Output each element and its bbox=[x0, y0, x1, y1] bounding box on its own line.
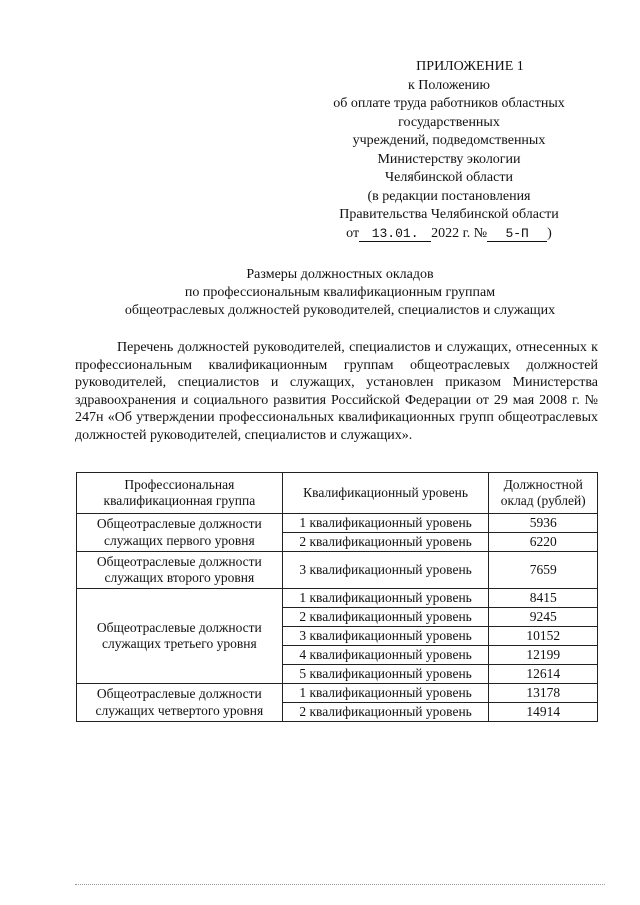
appendix-line: учреждений, подведомственных bbox=[352, 133, 546, 148]
salary-cell: 9245 bbox=[489, 608, 598, 627]
group-cell: Общеотраслевые должности служащих первого уровня bbox=[77, 514, 283, 552]
salary-cell: 6220 bbox=[489, 533, 598, 552]
level-cell: 2 квалификационный уровень bbox=[282, 703, 489, 722]
appendix-line: об оплате труда работников областных bbox=[333, 96, 565, 111]
appendix-line: Министерству экологии bbox=[377, 151, 521, 167]
table-row bbox=[77, 589, 598, 608]
date-prefix: от bbox=[346, 225, 360, 241]
appendix-block bbox=[300, 58, 598, 243]
title-line: по профессиональным квалификационным группам bbox=[184, 285, 496, 300]
level-cell: 1 квалификационный уровень bbox=[282, 684, 489, 703]
level-cell: 2 квалификационный уровень bbox=[282, 608, 489, 627]
table-header-row bbox=[77, 473, 598, 514]
resolution-number: 5-П bbox=[487, 227, 547, 242]
salary-cell: 8415 bbox=[489, 589, 598, 608]
header-group: Профессиональная квалификационная группа bbox=[77, 473, 283, 514]
appendix-heading: ПРИЛОЖЕНИЕ 1 bbox=[416, 59, 524, 74]
page-edge-divider bbox=[75, 884, 605, 885]
appendix-line: государственных bbox=[398, 114, 500, 130]
salary-cell: 10152 bbox=[489, 627, 598, 646]
table-row bbox=[77, 514, 598, 533]
level-cell: 4 квалификационный уровень bbox=[282, 646, 489, 665]
appendix-line: Челябинской области bbox=[385, 170, 513, 185]
level-cell: 1 квалификационный уровень bbox=[282, 514, 489, 533]
group-cell: Общеотраслевые должности служащих второго уровня bbox=[77, 552, 283, 589]
date-suffix: 2022 г. № bbox=[431, 225, 488, 241]
resolution-date: 13.01. bbox=[359, 227, 431, 242]
group-cell: Общеотраслевые должности служащих третьего уровня bbox=[77, 589, 283, 684]
group-cell: Общеотраслевые должности служащих четвертого уровня bbox=[77, 684, 283, 722]
table-row bbox=[77, 684, 598, 703]
title-line: Размеры должностных окладов bbox=[246, 267, 434, 282]
title-line: общеотраслевых должностей руководителей, специалистов и служащих bbox=[124, 303, 556, 318]
level-cell: 5 квалификационный уровень bbox=[282, 665, 489, 684]
level-cell: 3 квалификационный уровень bbox=[282, 552, 489, 589]
closing-paren: ) bbox=[547, 225, 552, 241]
salary-cell: 14914 bbox=[489, 703, 598, 722]
level-cell: 1 квалификационный уровень bbox=[282, 589, 489, 608]
appendix-line: Правительства Челябинской области bbox=[339, 207, 559, 222]
salary-cell: 12199 bbox=[489, 646, 598, 665]
document-title bbox=[40, 266, 640, 320]
salary-cell: 13178 bbox=[489, 684, 598, 703]
salary-cell: 7659 bbox=[489, 552, 598, 589]
level-cell: 3 квалификационный уровень bbox=[282, 627, 489, 646]
appendix-line: к Положению bbox=[407, 77, 490, 93]
header-level: Квалификационный уровень bbox=[282, 473, 489, 514]
level-cell: 2 квалификационный уровень bbox=[282, 533, 489, 552]
table-row bbox=[77, 552, 598, 589]
salary-cell: 12614 bbox=[489, 665, 598, 684]
salary-cell: 5936 bbox=[489, 514, 598, 533]
salary-table bbox=[76, 472, 598, 722]
intro-text: Перечень должностей руководителей, специалистов и служащих, отнесенных к профессиональным квалификационным группам общеотраслевых должностей руководителей, специалистов и служащих, установлен приказом Министерства здравоохранения и социального развития Российской Федерации от 29 мая 2008 г. № 247н «Об утверждении профессиональных квалификационных групп общеотраслевых должностей руководителей, специалистов и служащих». bbox=[75, 340, 598, 443]
header-salary: Должностной оклад (рублей) bbox=[489, 473, 598, 514]
intro-paragraph bbox=[75, 339, 598, 445]
appendix-line: (в редакции постановления bbox=[367, 188, 531, 204]
resolution-date-line bbox=[300, 225, 598, 244]
